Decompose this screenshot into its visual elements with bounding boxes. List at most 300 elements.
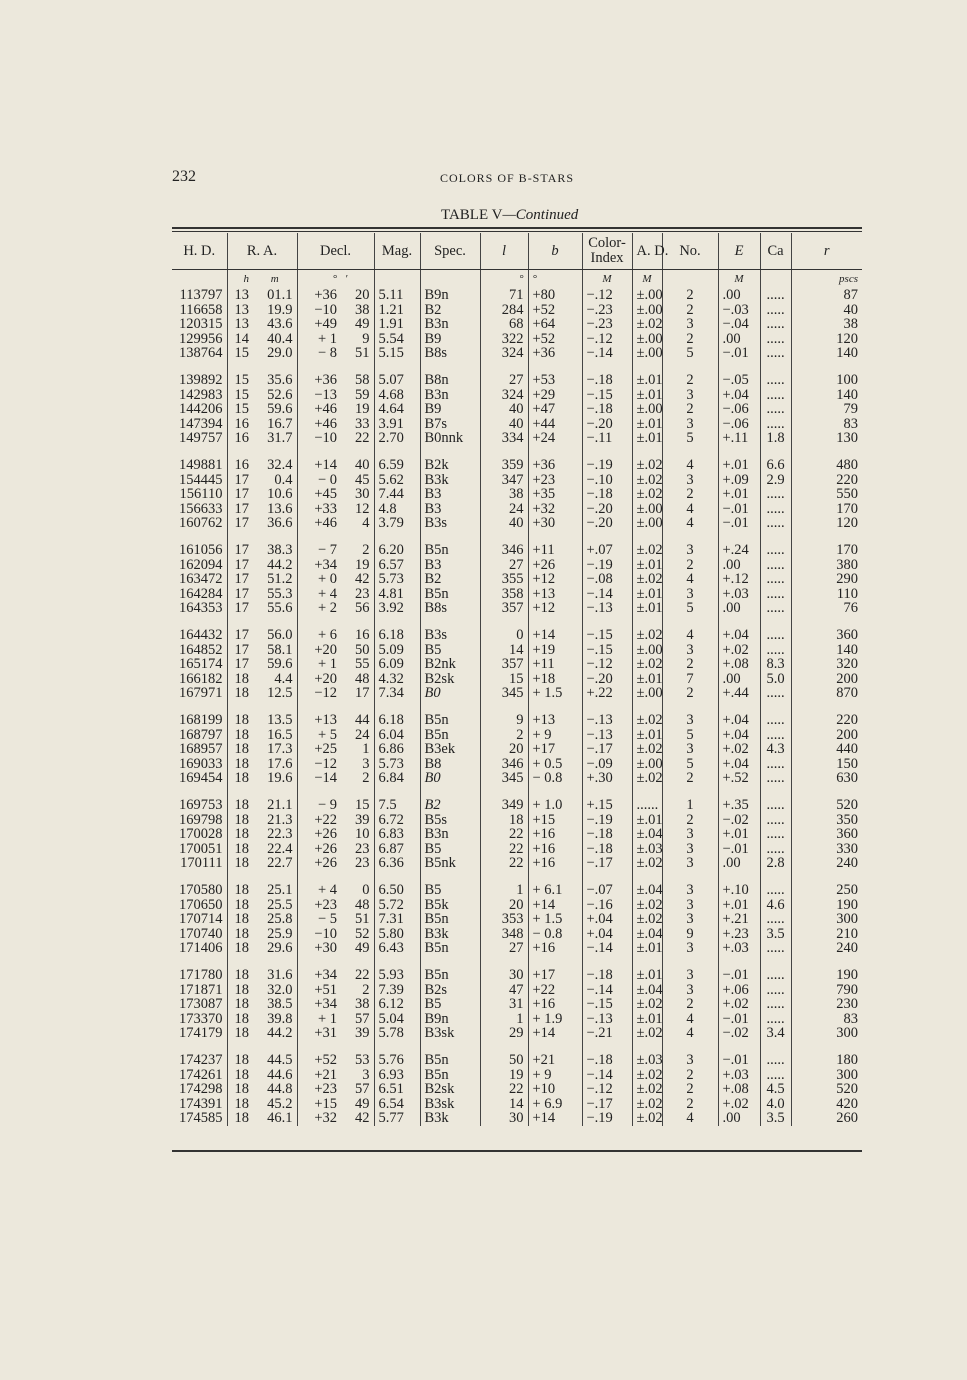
cell-ad: ±.04	[632, 827, 662, 842]
cell-mag: 6.54	[374, 1097, 420, 1112]
cell-b: +12	[528, 601, 582, 616]
cell-hd: 149757	[179, 430, 223, 446]
cell-ra-h: 17	[227, 543, 253, 558]
cell-decl-min: 20	[355, 287, 370, 303]
cell-ca: 1.8	[760, 431, 791, 446]
cell-decl-deg: −12	[297, 686, 341, 701]
cell-l: 22	[480, 842, 528, 857]
cell-ra-h: 18	[227, 798, 253, 813]
cell-ca: .....	[760, 643, 791, 658]
cell-ra-m: 21.3	[267, 811, 293, 828]
cell-no: 2	[662, 686, 718, 701]
col-decl: Decl.	[297, 233, 374, 270]
cell-no: 3	[662, 643, 718, 658]
cell-color-index: −.18	[582, 487, 632, 502]
cell-decl-deg: + 1	[297, 332, 341, 347]
cell-ra-h: 18	[227, 997, 253, 1012]
table-title-suffix: —Continued	[502, 207, 579, 223]
cell-ra-m: 29.6	[267, 940, 293, 956]
cell-hd: 113797	[179, 287, 223, 303]
cell-e: +.03	[718, 587, 760, 602]
cell-r: 550	[791, 487, 862, 502]
cell-b: + 1.9	[528, 1012, 582, 1027]
cell-hd: 170051	[179, 840, 223, 857]
cell-e: +.10	[718, 883, 760, 898]
cell-e: −.02	[718, 1026, 760, 1041]
cell-r: 630	[791, 771, 862, 786]
cell-color-index: −.13	[582, 713, 632, 728]
cell-ca: .....	[760, 1068, 791, 1083]
cell-decl-deg: +46	[297, 417, 341, 432]
cell-spec: B3sk	[420, 1026, 480, 1041]
cell-spec: B8s	[420, 601, 480, 616]
cell-ca: 8.3	[760, 657, 791, 672]
cell-mag: 5.80	[374, 927, 420, 942]
cell-ca: .....	[760, 941, 791, 956]
cell-no: 5	[662, 757, 718, 772]
cell-no: 9	[662, 927, 718, 942]
cell-ra-h: 17	[227, 558, 253, 573]
table-row	[172, 1026, 862, 1041]
cell-ad: ±.01	[632, 587, 662, 602]
cell-decl-min: 48	[355, 896, 370, 913]
cell-no: 7	[662, 672, 718, 687]
cell-no: 3	[662, 883, 718, 898]
cell-ra-m: 10.6	[267, 486, 293, 502]
cell-spec: B3ek	[420, 742, 480, 757]
unit-e: M	[718, 270, 760, 289]
cell-ca: .....	[760, 628, 791, 643]
cell-ra-m: 0.4	[274, 471, 293, 488]
cell-no: 3	[662, 473, 718, 488]
cell-r: 130	[791, 431, 862, 446]
cell-ra-h: 17	[227, 516, 253, 531]
cell-color-index: +.15	[582, 798, 632, 813]
cell-b: +52	[528, 303, 582, 318]
cell-decl-deg: +32	[297, 1111, 341, 1126]
cell-ca: .....	[760, 587, 791, 602]
cell-no: 2	[662, 1068, 718, 1083]
cell-ca: .....	[760, 417, 791, 432]
cell-ra-h: 17	[227, 643, 253, 658]
cell-color-index: −.19	[582, 558, 632, 573]
cell-ra-m: 25.8	[267, 911, 293, 927]
cell-r: 250	[791, 883, 862, 898]
cell-b: +15	[528, 813, 582, 828]
cell-r: 220	[791, 713, 862, 728]
table-row	[172, 997, 862, 1012]
cell-ra-h: 18	[227, 983, 253, 998]
cell-ra-h: 17	[227, 601, 253, 616]
cell-hd: 164284	[179, 585, 223, 602]
cell-no: 2	[662, 1097, 718, 1112]
cell-ca: .....	[760, 912, 791, 927]
cell-r: 480	[791, 458, 862, 473]
cell-hd: 161056	[179, 542, 223, 558]
cell-mag: 6.43	[374, 941, 420, 956]
cell-hd: 173370	[179, 1010, 223, 1027]
table-row	[172, 1111, 862, 1126]
cell-hd: 168797	[179, 726, 223, 743]
cell-mag: 5.73	[374, 757, 420, 772]
cell-hd: 116658	[179, 301, 223, 318]
cell-hd: 165174	[179, 656, 223, 672]
cell-e: +.24	[718, 543, 760, 558]
cell-no: 3	[662, 941, 718, 956]
cell-mag: 5.72	[374, 898, 420, 913]
cell-no: 3	[662, 842, 718, 857]
cell-e: −.05	[718, 373, 760, 388]
cell-r: 230	[791, 997, 862, 1012]
cell-hd: 174298	[179, 1081, 223, 1097]
table-row	[172, 757, 862, 772]
cell-ca: .....	[760, 771, 791, 786]
cell-ra-m: 25.1	[267, 882, 293, 898]
cell-ra-m: 32.0	[267, 981, 293, 998]
cell-spec: B3	[420, 502, 480, 517]
table-row	[172, 601, 862, 616]
cell-e: +.21	[718, 912, 760, 927]
cell-mag: 7.5	[374, 798, 420, 813]
cell-l: 324	[480, 388, 528, 403]
cell-e: +.06	[718, 983, 760, 998]
cell-ca: .....	[760, 317, 791, 332]
cell-ad: ±.00	[632, 346, 662, 361]
cell-ca: 2.8	[760, 856, 791, 871]
cell-e: +.02	[718, 643, 760, 658]
cell-e: .00	[718, 856, 760, 871]
table-row	[172, 458, 862, 473]
cell-mag: 5.04	[374, 1012, 420, 1027]
cell-no: 3	[662, 317, 718, 332]
cell-ad: ±.02	[632, 317, 662, 332]
cell-hd: 129956	[179, 330, 223, 347]
cell-no: 5	[662, 728, 718, 743]
cell-decl-deg: +34	[297, 997, 341, 1012]
cell-l: 2	[480, 728, 528, 743]
cell-color-index: −.12	[582, 657, 632, 672]
cell-spec: B2k	[420, 458, 480, 473]
cell-r: 420	[791, 1097, 862, 1112]
cell-spec: B3k	[420, 1111, 480, 1126]
cell-decl-deg: +23	[297, 898, 341, 913]
cell-decl-min: 19	[355, 556, 370, 573]
cell-r: 210	[791, 927, 862, 942]
cell-ad: ±.00	[632, 288, 662, 303]
cell-r: 180	[791, 1053, 862, 1068]
cell-hd: 167971	[179, 685, 223, 701]
cell-ca: .....	[760, 346, 791, 361]
col-color-index	[582, 233, 632, 270]
cell-decl-deg: +52	[297, 1053, 341, 1068]
cell-b: +29	[528, 388, 582, 403]
cell-hd: 171871	[179, 981, 223, 998]
cell-b: +64	[528, 317, 582, 332]
cell-ra-m: 13.5	[267, 712, 293, 728]
cell-mag: 3.91	[374, 417, 420, 432]
cell-ca: .....	[760, 883, 791, 898]
cell-decl-min: 49	[355, 316, 370, 332]
cell-decl-min: 42	[355, 1110, 370, 1126]
cell-ca: .....	[760, 303, 791, 318]
cell-spec: B5k	[420, 898, 480, 913]
cell-ad: ±.01	[632, 601, 662, 616]
cell-r: 83	[791, 1012, 862, 1027]
cell-hd: 170740	[179, 925, 223, 942]
cell-spec: B5	[420, 997, 480, 1012]
cell-spec: B0nnk	[420, 431, 480, 446]
cell-b: + 0.5	[528, 757, 582, 772]
cell-b: − 0.8	[528, 771, 582, 786]
cell-e: .00	[718, 558, 760, 573]
cell-l: 0	[480, 628, 528, 643]
cell-l: 324	[480, 346, 528, 361]
cell-decl-min: 23	[355, 585, 370, 602]
cell-spec: B5s	[420, 813, 480, 828]
cell-no: 2	[662, 771, 718, 786]
table-row	[172, 543, 862, 558]
cell-ad: ±.00	[632, 402, 662, 417]
cell-ca: .....	[760, 572, 791, 587]
cell-no: 3	[662, 713, 718, 728]
header-row	[172, 233, 862, 270]
cell-b: +14	[528, 1111, 582, 1126]
cell-mag: 5.15	[374, 346, 420, 361]
cell-l: 29	[480, 1026, 528, 1041]
cell-ra-h: 18	[227, 842, 253, 857]
cell-spec: B8	[420, 757, 480, 772]
cell-l: 357	[480, 601, 528, 616]
table-row	[172, 373, 862, 388]
cell-ca: .....	[760, 686, 791, 701]
cell-color-index: −.19	[582, 813, 632, 828]
cell-ad: ±.04	[632, 927, 662, 942]
cell-no: 3	[662, 417, 718, 432]
cell-decl-min: 42	[355, 571, 370, 587]
cell-e: −.06	[718, 417, 760, 432]
cell-decl-min: 39	[355, 1025, 370, 1041]
cell-decl-deg: +26	[297, 856, 341, 871]
cell-l: 30	[480, 968, 528, 983]
cell-no: 3	[662, 388, 718, 403]
table-row	[172, 402, 862, 417]
cell-e: +.12	[718, 572, 760, 587]
col-mag: Mag.	[374, 233, 420, 270]
cell-ra-m: 31.6	[267, 967, 293, 983]
cell-ca: .....	[760, 388, 791, 403]
cell-no: 2	[662, 813, 718, 828]
cell-no: 3	[662, 1053, 718, 1068]
cell-ca: .....	[760, 502, 791, 517]
cell-e: +.01	[718, 458, 760, 473]
cell-spec: B5n	[420, 968, 480, 983]
cell-b: +36	[528, 346, 582, 361]
cell-e: +.04	[718, 713, 760, 728]
cell-spec: B5n	[420, 1068, 480, 1083]
cell-ra-m: 25.5	[267, 896, 293, 913]
cell-hd: 170714	[179, 911, 223, 927]
cell-l: 348	[480, 927, 528, 942]
cell-hd: 168957	[179, 741, 223, 757]
table-row	[172, 883, 862, 898]
cell-mag: 5.78	[374, 1026, 420, 1041]
cell-decl-min: 48	[355, 670, 370, 687]
cell-decl-deg: +31	[297, 1026, 341, 1041]
cell-mag: 4.68	[374, 388, 420, 403]
cell-ra-h: 17	[227, 572, 253, 587]
cell-spec: B9	[420, 332, 480, 347]
cell-color-index: −.19	[582, 458, 632, 473]
cell-ra-m: 29.0	[267, 345, 293, 361]
col-hd: H. D.	[172, 233, 227, 270]
cell-l: 27	[480, 373, 528, 388]
cell-ra-h: 17	[227, 628, 253, 643]
cell-ra-h: 17	[227, 487, 253, 502]
cell-ca: 5.0	[760, 672, 791, 687]
cell-r: 380	[791, 558, 862, 573]
cell-color-index: −.17	[582, 742, 632, 757]
cell-hd: 174261	[179, 1066, 223, 1083]
cell-b: + 6.9	[528, 1097, 582, 1112]
cell-e: +.52	[718, 771, 760, 786]
cell-color-index: −.09	[582, 757, 632, 772]
cell-decl-min: 33	[355, 415, 370, 432]
cell-r: 290	[791, 572, 862, 587]
cell-l: 22	[480, 856, 528, 871]
cell-ad: ±.02	[632, 1111, 662, 1126]
cell-ra-h: 13	[227, 317, 253, 332]
cell-ra-h: 18	[227, 912, 253, 927]
cell-color-index: −.20	[582, 516, 632, 531]
table-row	[172, 856, 862, 871]
cell-color-index: −.14	[582, 1068, 632, 1083]
cell-b: +32	[528, 502, 582, 517]
col-ca: Ca	[760, 233, 791, 270]
table-row	[172, 288, 862, 303]
top-rule-double-2	[172, 231, 862, 232]
cell-decl-deg: + 6	[297, 628, 341, 643]
cell-ca: .....	[760, 558, 791, 573]
cell-l: 71	[480, 288, 528, 303]
cell-e: .00	[718, 672, 760, 687]
cell-ad: ±.02	[632, 1082, 662, 1097]
cell-ra-h: 18	[227, 1068, 253, 1083]
cell-decl-min: 50	[355, 641, 370, 658]
cell-b: +35	[528, 487, 582, 502]
cell-ra-m: 16.5	[267, 726, 293, 743]
cell-ca: .....	[760, 516, 791, 531]
cell-b: +53	[528, 373, 582, 388]
cell-ad: ±.01	[632, 373, 662, 388]
cell-l: 346	[480, 543, 528, 558]
cell-e: +.08	[718, 657, 760, 672]
cell-decl-min: 9	[362, 330, 370, 347]
cell-ra-m: 12.5	[267, 685, 293, 701]
cell-decl-deg: +34	[297, 968, 341, 983]
cell-ca: .....	[760, 798, 791, 813]
cell-decl-min: 15	[355, 797, 370, 813]
cell-hd: 139892	[179, 372, 223, 388]
cell-ad: ±.00	[632, 332, 662, 347]
col-ra: R. A.	[227, 233, 297, 270]
cell-spec: B5	[420, 842, 480, 857]
cell-mag: 7.39	[374, 983, 420, 998]
cell-spec: B3s	[420, 516, 480, 531]
cell-hd: 149881	[179, 457, 223, 473]
cell-decl-min: 3	[362, 755, 370, 772]
cell-e: +.08	[718, 1082, 760, 1097]
cell-ad: ±.00	[632, 643, 662, 658]
table-row	[172, 332, 862, 347]
table-body	[172, 270, 862, 1126]
cell-r: 350	[791, 813, 862, 828]
cell-mag: 2.70	[374, 431, 420, 446]
unit-r: pscs	[791, 270, 862, 289]
cell-spec: B2	[420, 798, 480, 813]
cell-r: 190	[791, 968, 862, 983]
cell-mag: 6.87	[374, 842, 420, 857]
table-row	[172, 487, 862, 502]
cell-l: 334	[480, 431, 528, 446]
cell-ra-h: 15	[227, 402, 253, 417]
cell-decl-deg: +22	[297, 813, 341, 828]
cell-ad: ......	[632, 798, 662, 813]
cell-no: 2	[662, 558, 718, 573]
cell-color-index: −.23	[582, 317, 632, 332]
cell-r: 300	[791, 1068, 862, 1083]
cell-e: .00	[718, 332, 760, 347]
cell-ra-h: 13	[227, 303, 253, 318]
cell-l: 284	[480, 303, 528, 318]
cell-decl-deg: + 4	[297, 587, 341, 602]
cell-hd: 173087	[179, 996, 223, 1012]
table-row	[172, 771, 862, 786]
cell-decl-deg: + 2	[297, 601, 341, 616]
cell-e: −.01	[718, 968, 760, 983]
cell-ad: ±.02	[632, 997, 662, 1012]
cell-ca: .....	[760, 1012, 791, 1027]
running-head: COLORS OF B-STARS	[440, 171, 575, 185]
cell-e: −.06	[718, 402, 760, 417]
cell-no: 2	[662, 332, 718, 347]
cell-hd: 174237	[179, 1052, 223, 1068]
cell-ra-m: 58.1	[267, 641, 293, 658]
unit-l: °	[480, 270, 528, 289]
cell-ca: .....	[760, 983, 791, 998]
cell-decl-deg: − 5	[297, 912, 341, 927]
cell-ca: .....	[760, 373, 791, 388]
cell-decl-deg: − 0	[297, 473, 341, 488]
cell-ra-h: 18	[227, 856, 253, 871]
cell-l: 345	[480, 771, 528, 786]
cell-r: 140	[791, 643, 862, 658]
cell-decl-deg: + 1	[297, 657, 341, 672]
cell-no: 5	[662, 431, 718, 446]
cell-decl-min: 19	[355, 401, 370, 417]
cell-decl-deg: +36	[297, 373, 341, 388]
cell-ra-m: 19.9	[267, 301, 293, 318]
cell-ad: ±.00	[632, 303, 662, 318]
cell-color-index: −.21	[582, 1026, 632, 1041]
cell-ad: ±.02	[632, 572, 662, 587]
cell-decl-min: 39	[355, 811, 370, 828]
cell-ca: .....	[760, 757, 791, 772]
table-row	[172, 657, 862, 672]
cell-ra-h: 18	[227, 883, 253, 898]
cell-ra-h: 18	[227, 1012, 253, 1027]
cell-l: 1	[480, 1012, 528, 1027]
cell-ad: ±.00	[632, 757, 662, 772]
